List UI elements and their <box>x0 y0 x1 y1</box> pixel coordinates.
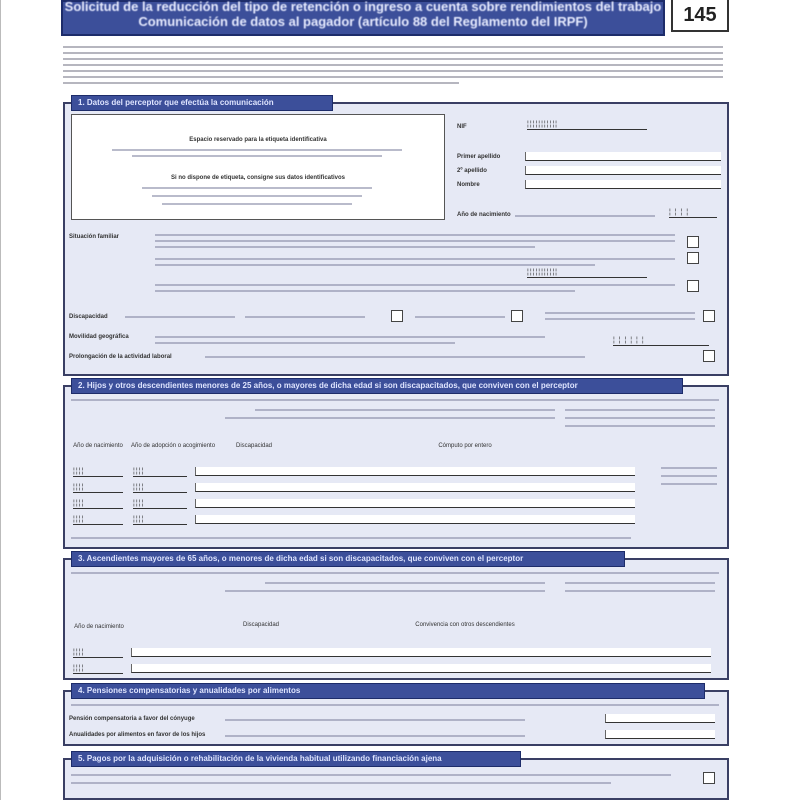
desc-row-1-field[interactable] <box>195 467 635 476</box>
desc-row-1-adoption[interactable]: ¦¦¦¦ <box>133 467 187 477</box>
desc-col-disability: Discapacidad <box>235 443 273 449</box>
asc-row-1-birth[interactable]: ¦¦¦¦ <box>73 648 123 658</box>
desc-col-exclusive: Cómputo por entero <box>438 443 492 449</box>
housing-checkbox[interactable] <box>703 772 715 784</box>
section-ascendants <box>63 554 729 680</box>
surname-field[interactable] <box>525 152 721 161</box>
desc-row-3-field[interactable] <box>195 499 635 508</box>
family-option-2-checkbox[interactable] <box>687 252 699 264</box>
geo-mobility-label: Movilidad geográfica <box>69 334 129 340</box>
pension-children-field[interactable] <box>605 730 715 739</box>
section-perceptor-header: 1. Datos del perceptor que efectúa la comunicación <box>71 95 333 111</box>
desc-row-4-field[interactable] <box>195 515 635 524</box>
asc-col-birth: Año de nacimiento <box>74 624 124 630</box>
section-perceptor <box>63 98 729 376</box>
desc-row-2-birth[interactable]: ¦¦¦¦ <box>73 483 123 493</box>
pension-children-label: Anualidades por alimentos en favor de los hijos <box>69 732 206 738</box>
asc-row-1-field[interactable] <box>131 648 711 657</box>
prolongation-label: Prolongación de la actividad laboral <box>69 354 172 360</box>
desc-col-adoption: Año de adopción o acogimiento <box>131 443 216 449</box>
form-title-bar <box>61 0 665 36</box>
label-area-note: Si no dispone de etiqueta, consigne sus datos identificativos <box>170 175 346 181</box>
prolongation-checkbox[interactable] <box>703 350 715 362</box>
desc-row-4-adoption[interactable]: ¦¦¦¦ <box>133 515 187 525</box>
intro-text <box>63 42 723 84</box>
section-descendants <box>63 381 729 549</box>
pension-spouse-label: Pensión compensatoria a favor del cónyuge <box>69 716 195 722</box>
section-pensions <box>63 686 729 746</box>
desc-row-1-birth[interactable]: ¦¦¦¦ <box>73 467 123 477</box>
birth-year-field[interactable]: ¦ ¦ ¦ ¦ <box>669 208 717 218</box>
pension-spouse-field[interactable] <box>605 714 715 723</box>
asc-row-2-field[interactable] <box>131 664 711 673</box>
nif-field[interactable]: ¦¦¦¦¦¦¦¦¦¦¦ <box>527 120 647 130</box>
disability-assist-checkbox[interactable] <box>703 310 715 322</box>
section-housing-header: 5. Pagos por la adquisición o rehabilitación de la vivienda habitual utilizando financiación ajena <box>71 751 521 767</box>
disability-label: Discapacidad <box>69 314 108 320</box>
birth-year-label: Año de nacimiento <box>457 212 511 218</box>
label-area <box>71 114 445 220</box>
disability-65-checkbox[interactable] <box>511 310 523 322</box>
desc-row-2-adoption[interactable]: ¦¦¦¦ <box>133 483 187 493</box>
section-ascendants-header: 3. Ascendientes mayores de 65 años, o menores de dicha edad si son discapacitados, que conviven con el perceptor <box>71 551 625 567</box>
family-option-3-checkbox[interactable] <box>687 280 699 292</box>
nif-label: NIF <box>457 124 467 130</box>
desc-row-3-birth[interactable]: ¦¦¦¦ <box>73 499 123 509</box>
section-pensions-header: 4. Pensiones compensatorias y anualidades por alimentos <box>71 683 705 699</box>
form-title: Solicitud de la reducción del tipo de retención o ingreso a cuenta sobre rendimientos del trabajo <box>64 0 662 14</box>
label-area-title: Espacio reservado para la etiqueta identificativa <box>189 137 327 143</box>
section-descendants-header: 2. Hijos y otros descendientes menores de 25 años, o mayores de dicha edad si son discapacitados, que conviven con el perceptor <box>71 378 683 394</box>
disability-33-checkbox[interactable] <box>391 310 403 322</box>
geo-date-field[interactable]: ¦ ¦ ¦ ¦ ¦ ¦ <box>613 336 709 346</box>
asc-row-2-birth[interactable]: ¦¦¦¦ <box>73 664 123 674</box>
desc-row-3-adoption[interactable]: ¦¦¦¦ <box>133 499 187 509</box>
name-label: Nombre <box>457 182 480 188</box>
asc-col-disability: Discapacidad <box>242 622 280 628</box>
spouse-nif-field[interactable]: ¦¦¦¦¦¦¦¦¦¦¦ <box>527 268 647 278</box>
surname2-field[interactable] <box>525 166 721 175</box>
family-situation-label: Situación familiar <box>69 234 120 240</box>
asc-col-cohabit: Convivencia con otros descendientes <box>415 622 515 628</box>
name-field[interactable] <box>525 180 721 189</box>
section-housing <box>63 754 729 800</box>
surname2-label: 2º apellido <box>457 168 487 174</box>
model-number: 145 <box>671 0 729 32</box>
surname-label: Primer apellido <box>457 154 501 160</box>
family-option-1-checkbox[interactable] <box>687 236 699 248</box>
desc-row-4-birth[interactable]: ¦¦¦¦ <box>73 515 123 525</box>
desc-row-2-field[interactable] <box>195 483 635 492</box>
form-subtitle: Comunicación de datos al pagador (artículo 88 del Reglamento del IRPF) <box>138 14 588 29</box>
desc-col-birth: Año de nacimiento <box>73 443 123 449</box>
